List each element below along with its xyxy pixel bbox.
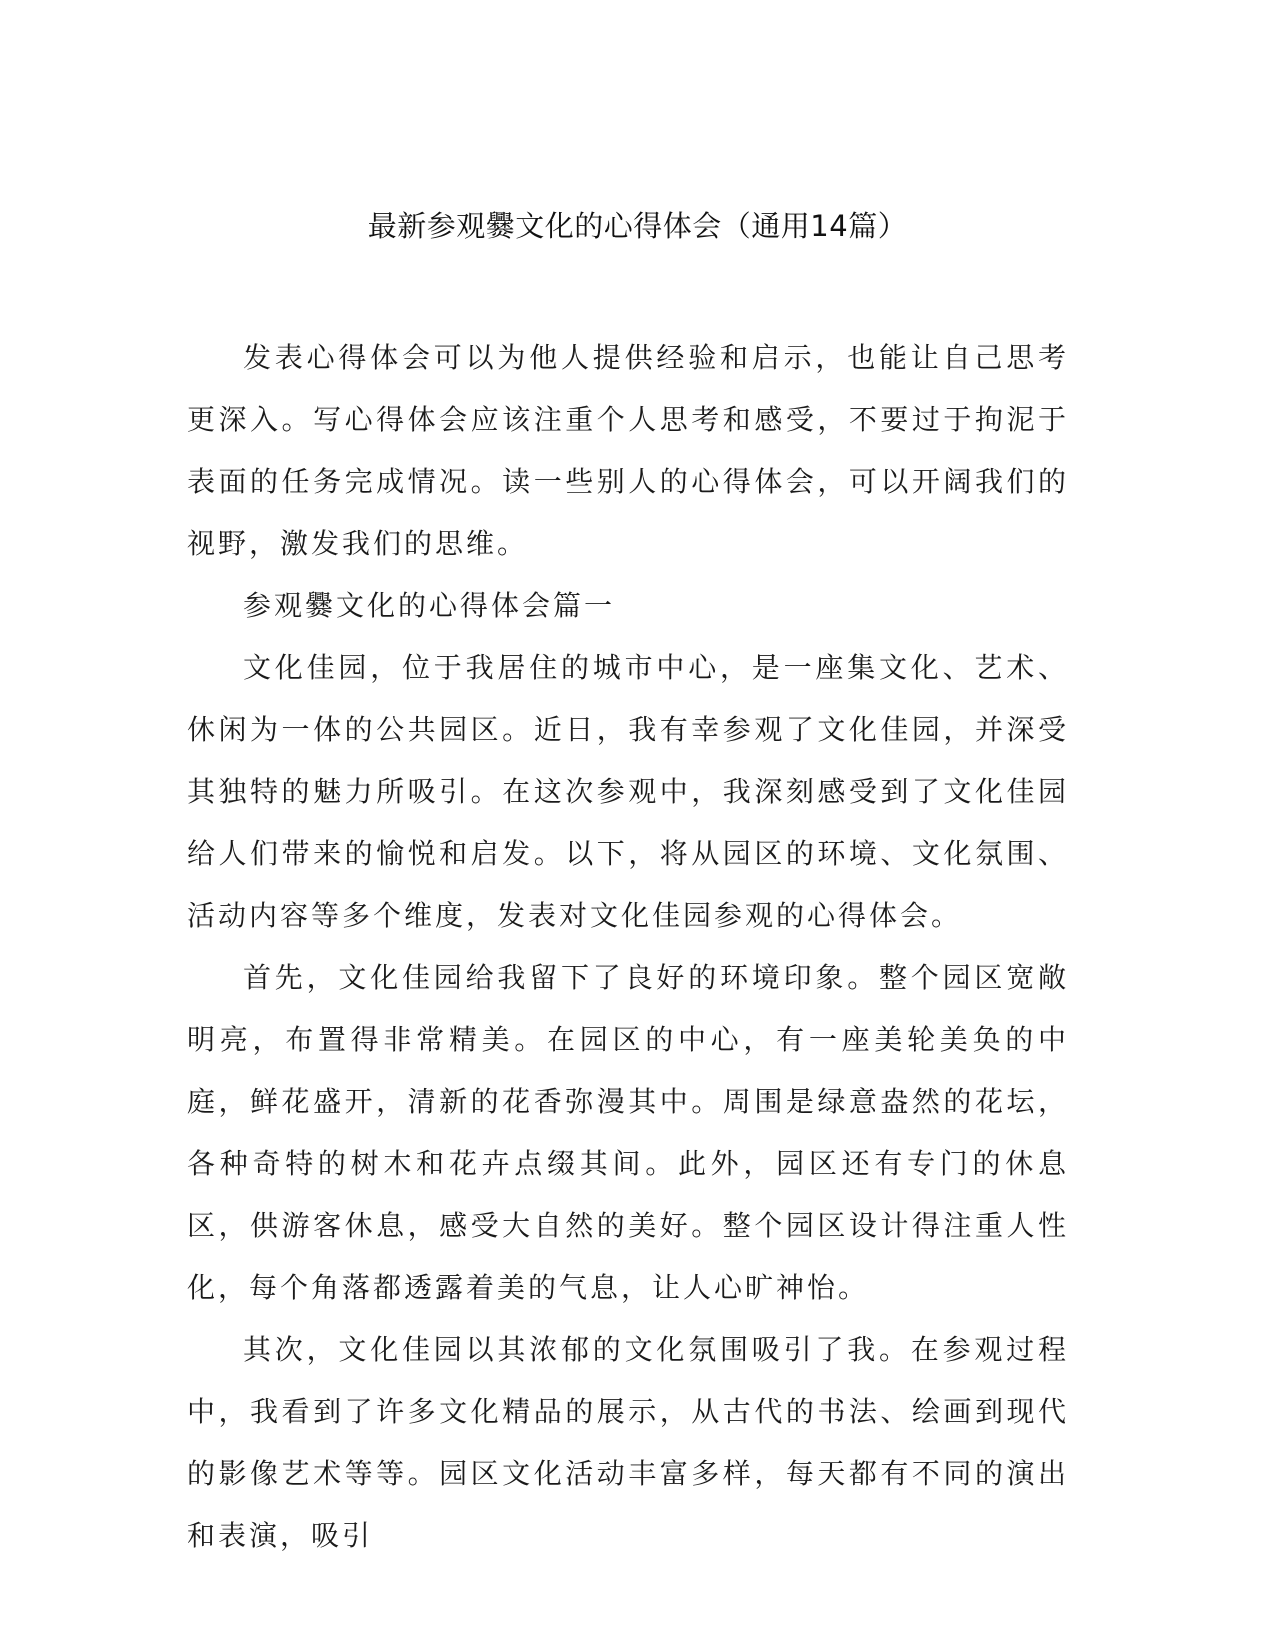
intro-paragraph: 发表心得体会可以为他人提供经验和启示，也能让自己思考更深入。写心得体会应该注重个人思考和感受，不要过于拘泥于表面的任务完成情况。读一些别人的心得体会，可以开阔我们的视野，激发我们的思维。: [187, 341, 1069, 560]
section-heading: 参观爨文化的心得体会篇一: [243, 589, 616, 622]
body-paragraph: 文化佳园，位于我居住的城市中心，是一座集文化、艺术、休闲为一体的公共园区。近日，我有幸参观了文化佳园，并深受其独特的魅力所吸引。在这次参观中，我深刻感受到了文化佳园给人们带来的愉悦和启发。以下，将从园区的环境、文化氛围、活动内容等多个维度，发表对文化佳园参观的心得体会。: [187, 651, 1069, 932]
document-body: [187, 327, 1069, 1567]
document-title: 最新参观爨文化的心得体会（通用14篇）: [367, 209, 908, 243]
body-paragraph: 其次，文化佳园以其浓郁的文化氛围吸引了我。在参观过程中，我看到了许多文化精品的展示，从古代的书法、绘画到现代的影像艺术等等。园区文化活动丰富多样，每天都有不同的演出和表演，吸引: [187, 1333, 1069, 1552]
body-paragraph: 首先，文化佳园给我留下了良好的环境印象。整个园区宽敞明亮，布置得非常精美。在园区的中心，有一座美轮美奂的中庭，鲜花盛开，清新的花香弥漫其中。周围是绿意盎然的花坛，各种奇特的树木和花卉点缀其间。此外，园区还有专门的休息区，供游客休息，感受大自然的美好。整个园区设计得注重人性化，每个角落都透露着美的气息，让人心旷神怡。: [187, 961, 1069, 1304]
